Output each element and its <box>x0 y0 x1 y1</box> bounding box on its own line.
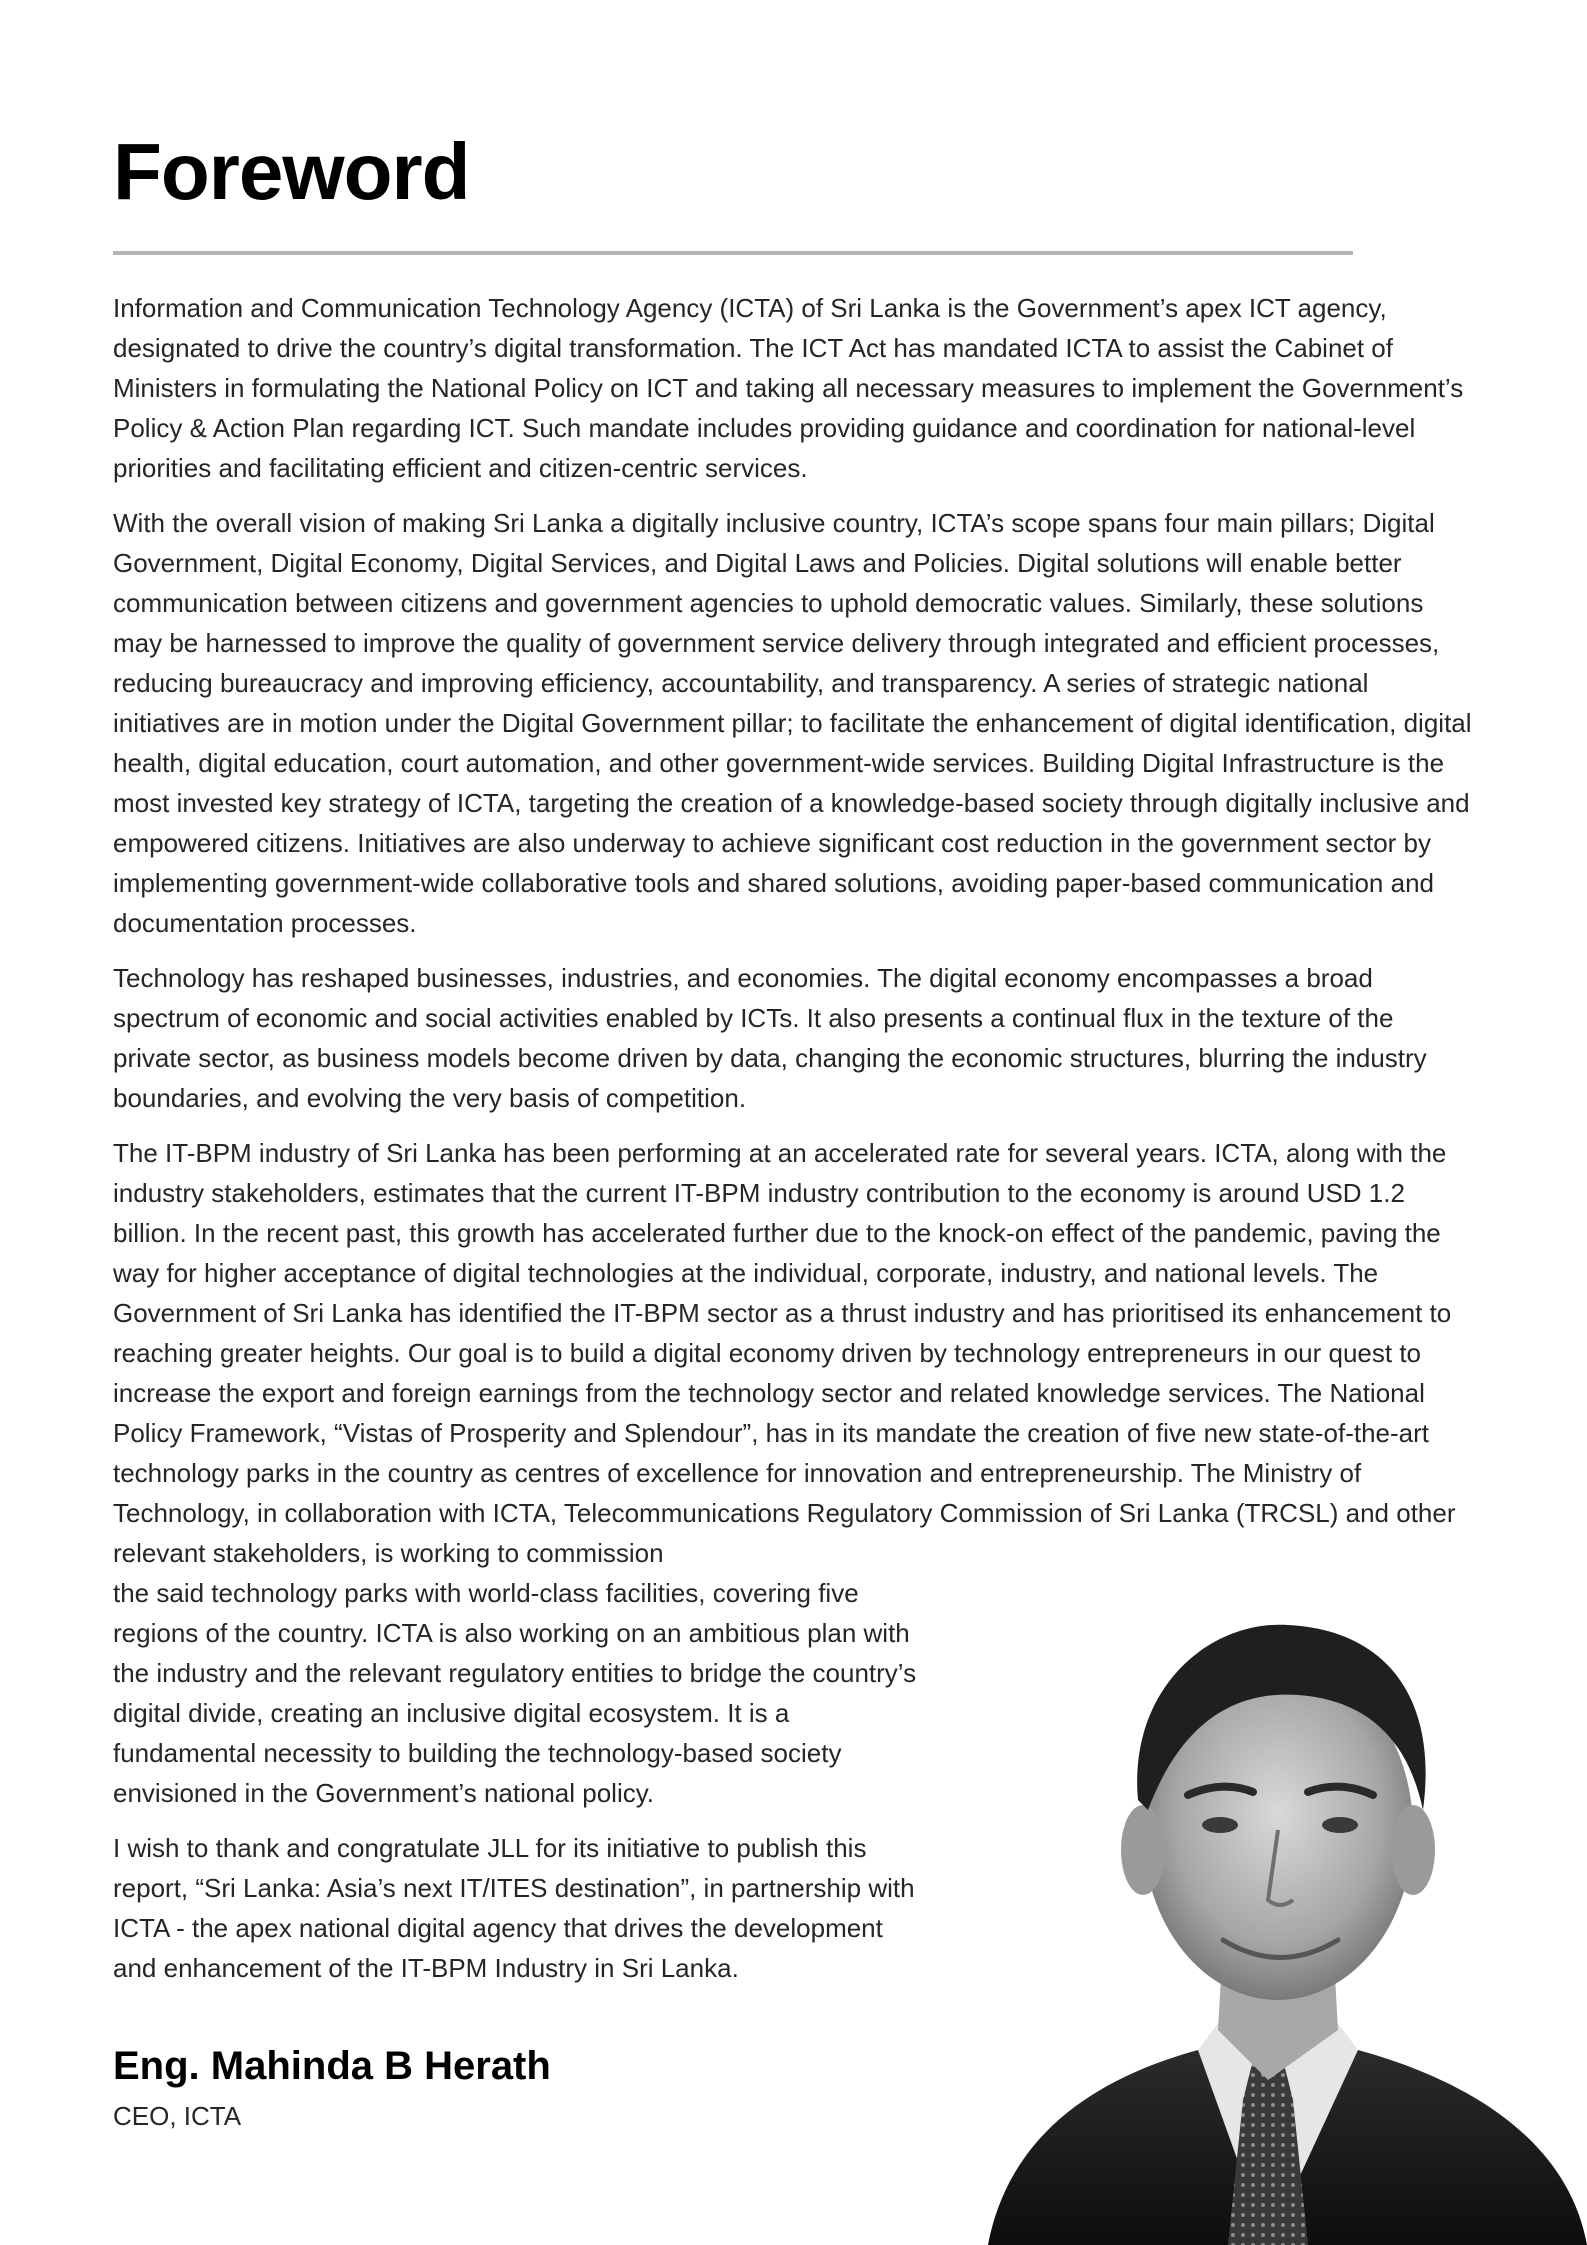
paragraph-2: With the overall vision of making Sri Lanka a digitally inclusive country, ICTA’s scope spans four main pillars; Digital Government, Digital Economy, Digital Services, and Digital Laws and Policies. Digital solutions will enable better communication between citizens and government agencies to uphold democratic values. Similarly, these solutions may be harnessed to improve the quality of government service delivery through integrated and efficient processes, reducing bureaucracy and improving efficiency, accountability, and transparency. A series of strategic national initiatives are in motion under the Digital Government pillar; to facilitate the enhancement of digital identification, digital health, digital education, court automation, and other government-wide services. Building Digital Infrastructure is the most invested key strategy of ICTA, targeting the creation of a knowledge-based society through digitally inclusive and empowered citizens. Initiatives are also underway to achieve significant cost reduction in the government sector by implementing government-wide collaborative tools and shared solutions, avoiding paper-based communication and documentation processes. <box>113 508 1472 938</box>
signatory-role: CEO, ICTA <box>113 2101 242 2131</box>
title-divider <box>113 251 1353 255</box>
portrait-photo <box>968 1580 1587 2245</box>
paragraph-5: I wish to thank and congratulate JLL for its initiative to publish this report, “Sri Lanka: Asia’s next IT/ITES destination”, in partnership with ICTA - the apex national digital agency that drives the development and enhancement of the IT-BPM Industry in Sri Lanka. <box>113 1833 915 1983</box>
paragraph-4: The IT-BPM industry of Sri Lanka has been performing at an accelerated rate for several years. ICTA, along with the industry stakeholders, estimates that the current IT-BPM industry contribution to the economy is around USD 1.2 billion. In the recent past, this growth has accelerated further due to the knock-on effect of the pandemic, paving the way for higher acceptance of digital technologies at the individual, corporate, industry, and national levels. The Government of Sri Lanka has identified the IT-BPM sector as a thrust industry and has prioritised its enhancement to reaching greater heights. Our goal is to build a digital economy driven by technology entrepreneurs in our quest to increase the export and foreign earnings from the technology sector and related knowledge services. The National Policy Framework, “Vistas of Prosperity and Splendour”, has in its mandate the creation of five new state-of-the-art technology parks in the country as centres of excellence for innovation and entrepreneurship. The Ministry of Technology, in collaboration with ICTA, Telecommunications Regulatory Commission of Sri Lanka (TRCSL) and other relevant stakeholders, is working to commission <box>113 1138 1456 1568</box>
page-title: Foreword <box>113 127 470 216</box>
paragraph-1: Information and Communication Technology Agency (ICTA) of Sri Lanka is the Government’s apex ICT agency, designated to drive the country’s digital transformation. The ICT Act has mandated ICTA to assist the Cabinet of Ministers in formulating the National Policy on ICT and taking all necessary measures to implement the Government’s Policy & Action Plan regarding ICT. Such mandate includes providing guidance and coordination for national-level priorities and facilitating efficient and citizen-centric services. <box>113 293 1464 483</box>
paragraph-3: Technology has reshaped businesses, industries, and economies. The digital economy encompasses a broad spectrum of economic and social activities enabled by ICTs. It also presents a continual flux in the texture of the private sector, as business models become driven by data, changing the economic structures, blurring the industry boundaries, and evolving the very basis of competition. <box>113 963 1427 1113</box>
signatory-name: Eng. Mahinda B Herath <box>113 2044 551 2088</box>
signature-block <box>113 2040 551 2136</box>
paragraph-4-continued: the said technology parks with world-class facilities, covering five regions of the country. ICTA is also working on an ambitious plan with the industry and the relevant regulatory entities to bridge the country’s digital divide, creating an inclusive digital ecosystem. It is a fundamental necessity to building the technology-based society envisioned in the Government’s national policy. <box>113 1578 917 1808</box>
